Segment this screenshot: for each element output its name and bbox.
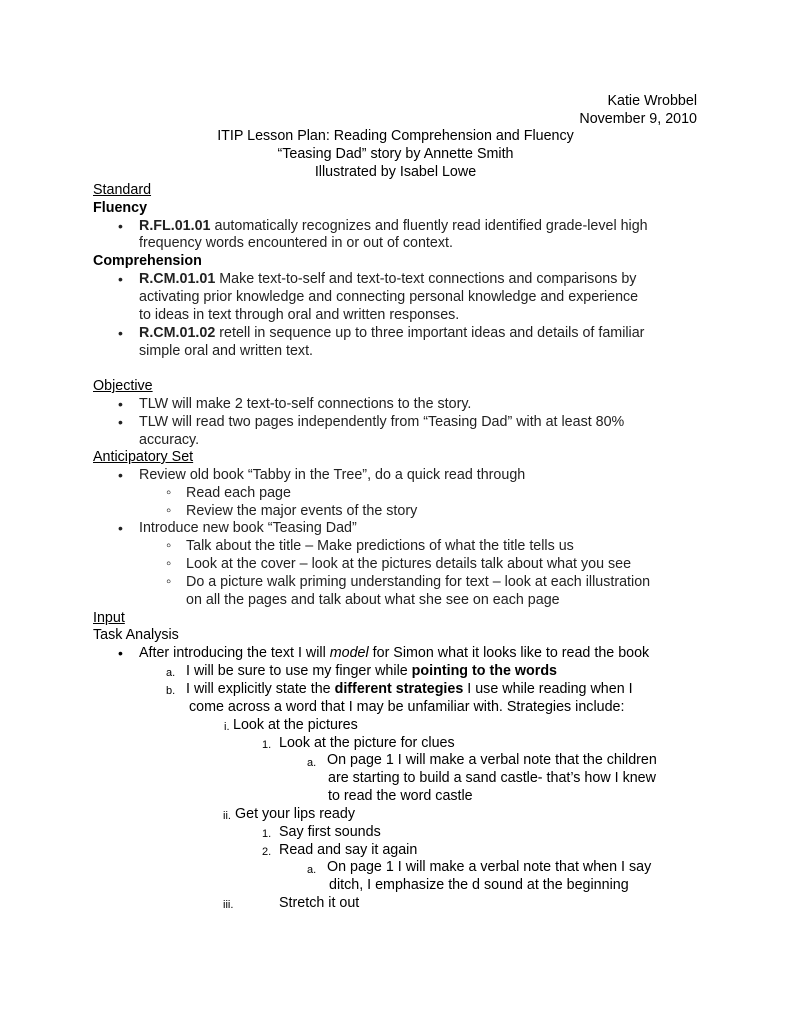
strategy-i-1: Look at the picture for clues [279,735,455,751]
anticipatory-item-1: • Review old book “Tabby in the Tree”, do a quick read through [139,467,525,485]
task-sub-b [186,681,633,699]
marker-iii: iii. [223,899,234,911]
fluency-code: R.FL.01.01 [139,218,211,234]
task-sub-a-pre: I will be sure to use my finger while [186,663,412,679]
objective-item-2-cont: accuracy. [139,432,200,448]
strategy-i-1-a-cont-2: to read the word castle [328,788,473,804]
strategy-ii: Get your lips ready [235,806,355,822]
objective-item-2: • TLW will read two pages independently from “Teasing Dad” with at least 80% [139,414,624,432]
strategy-ii-1: Say first sounds [279,824,381,840]
strategy-iii: Stretch it out [279,895,360,911]
lesson-title: ITIP Lesson Plan: Reading Comprehension and Fluency [217,128,574,144]
task-sub-b-cont: come across a word that I may be unfamiliar with. Strategies include: [189,699,625,715]
strategy-i-1-a: On page 1 I will make a verbal note that the children [327,752,657,768]
cm2-code: R.CM.01.02 [139,325,216,341]
fluency-text: automatically recognizes and fluently read identified grade-level high [210,218,648,234]
task-sub-a [186,663,557,681]
anticipatory-sub-5-cont: on all the pages and talk about what she see on each page [186,592,560,608]
task-sub-b-pre: I will explicitly state the [186,681,335,697]
cm1-text: Make text-to-self and text-to-text connections and comparisons by [215,271,637,287]
strategy-ii-2: Read and say it again [279,842,418,858]
anticipatory-sub-4: ◦ Look at the cover – look at the pictures details talk about what you see [186,556,631,574]
strategy-ii-2-a-cont: ditch, I emphasize the d sound at the beginning [329,877,629,893]
author-name: Katie Wrobbel [607,93,697,109]
fluency-text-cont: frequency words encountered in or out of context. [139,235,453,251]
fluency-heading: Fluency [93,200,148,216]
anticipatory-sub-1: ◦ Read each page [186,485,291,503]
marker-ii-2-a: a. [307,864,317,876]
task-sub-b-bold: different strategies [334,681,464,697]
task-item-1-emphasis: model [329,645,369,661]
task-analysis-heading: Task Analysis [93,627,179,643]
marker-i-1-a: a. [307,757,317,769]
strategy-i: Look at the pictures [233,717,358,733]
anticipatory-item-2: • Introduce new book “Teasing Dad” [139,520,357,538]
illustrator-credit: Illustrated by Isabel Lowe [314,164,477,180]
marker-ii-2: 2. [262,846,272,858]
task-item-1-post: for Simon what it looks like to read the book [368,645,650,661]
comprehension-standard-item-2 [139,325,644,343]
anticipatory-sub-2: ◦ Review the major events of the story [186,503,417,521]
standard-heading: Standard [93,182,152,198]
task-sub-b-post: I use while reading when I [463,681,633,697]
fluency-standard-item [139,218,648,236]
story-credit: “Teasing Dad” story by Annette Smith [277,146,514,162]
cm1-text-cont-2: to ideas in text through oral and written responses. [139,307,460,323]
marker-ii: ii. [223,810,231,822]
marker-a: a. [166,667,176,679]
cm2-text: retell in sequence up to three important ideas and details of familiar [215,325,645,341]
task-item-1-pre: After introducing the text I will [139,645,330,661]
marker-b: b. [166,685,176,697]
objective-heading: Objective [93,378,153,394]
marker-i-1: 1. [262,739,272,751]
lesson-date: November 9, 2010 [579,111,697,127]
task-item-1 [139,645,649,663]
anticipatory-sub-3: ◦ Talk about the title – Make predictions of what the title tells us [186,538,574,556]
task-sub-a-bold: pointing to the words [411,663,558,679]
strategy-i-1-a-cont-1: are starting to build a sand castle- that’s how I knew [328,770,656,786]
input-heading: Input [93,610,125,626]
marker-ii-1: 1. [262,828,272,840]
marker-i: i. [224,721,230,733]
anticipatory-sub-5: ◦ Do a picture walk priming understanding for text – look at each illustration [186,574,650,592]
objective-item-1: • TLW will make 2 text-to-self connections to the story. [139,396,471,414]
anticipatory-set-heading: Anticipatory Set [93,449,194,465]
cm1-text-cont-1: activating prior knowledge and connecting personal knowledge and experience [139,289,639,305]
cm2-text-cont: simple oral and written text. [139,343,314,359]
comprehension-standard-item-1 [139,271,636,289]
cm1-code: R.CM.01.01 [139,271,216,287]
comprehension-heading: Comprehension [93,253,202,269]
strategy-ii-2-a: On page 1 I will make a verbal note that when I say [327,859,652,875]
